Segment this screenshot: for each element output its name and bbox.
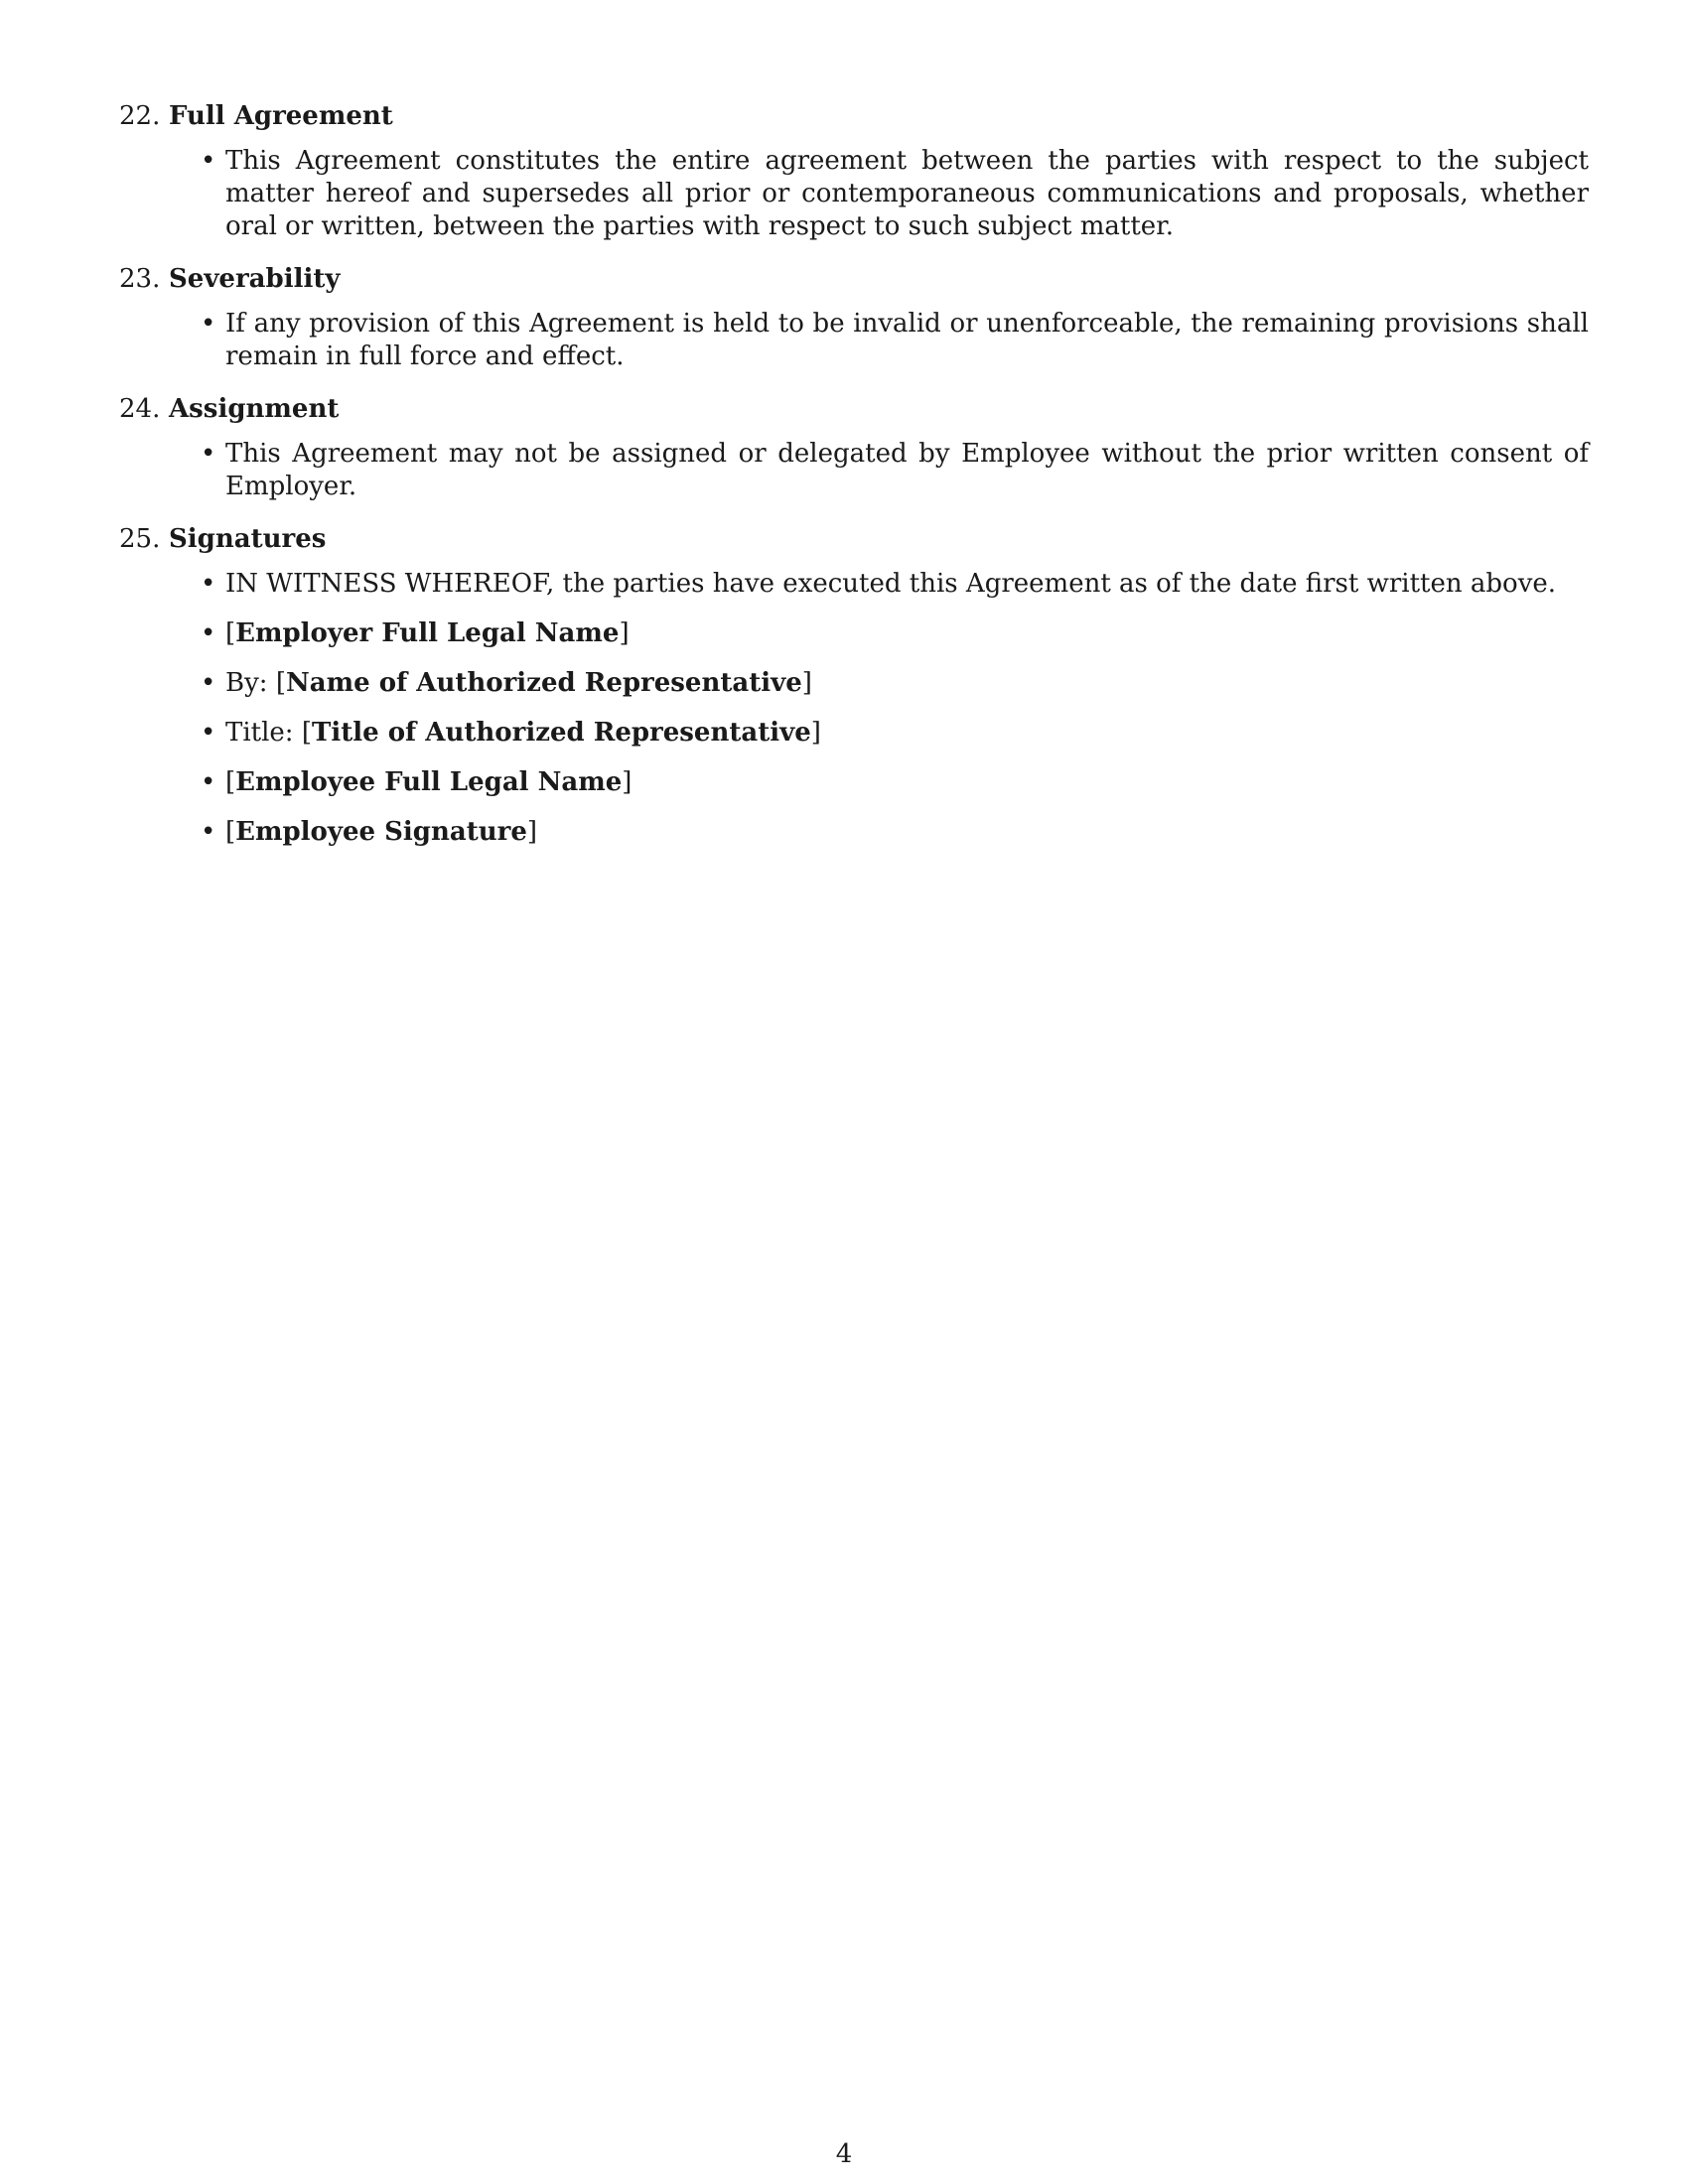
section-heading — [119, 97, 1589, 135]
section-assignment — [119, 390, 1589, 503]
bullet-icon: • — [201, 817, 216, 847]
section-signatures — [119, 520, 1589, 849]
bullet-icon: • — [201, 146, 216, 176]
signature-line-by: • By: [Name of Authorized Representative] — [201, 668, 812, 698]
section-title: Severability — [169, 264, 341, 294]
bullet-list — [119, 308, 1589, 373]
signature-prefix: Title: — [225, 718, 302, 748]
section-number: 24. — [119, 394, 161, 424]
document-body — [119, 97, 1589, 866]
list-item-text: This Agreement may not be assigned or delegated by Employee without the prior written consent of Employer. — [225, 439, 1589, 501]
witness-statement — [201, 568, 1589, 601]
bullet-icon: • — [201, 718, 216, 748]
list-item — [201, 308, 1589, 373]
section-severability — [119, 260, 1589, 373]
signature-placeholder: Name of Authorized Representative — [285, 668, 802, 698]
signature-prefix: By: — [225, 668, 276, 698]
bullet-list — [119, 145, 1589, 243]
section-heading — [119, 520, 1589, 558]
section-full-agreement — [119, 97, 1589, 243]
section-number: 25. — [119, 524, 161, 554]
bullet-icon: • — [201, 767, 216, 797]
bullet-list — [119, 568, 1589, 849]
signature-placeholder: Employee Signature — [235, 817, 527, 847]
signature-placeholder: Employee Full Legal Name — [235, 767, 623, 797]
signature-placeholder: Employer Full Legal Name — [235, 618, 620, 648]
bullet-icon: • — [201, 668, 216, 698]
section-heading — [119, 260, 1589, 298]
signature-line-employee-name: • [Employee Full Legal Name] — [201, 767, 633, 797]
bullet-icon: • — [201, 439, 216, 469]
page-number: 4 — [835, 2139, 853, 2169]
bullet-icon: • — [201, 569, 216, 599]
list-item — [201, 145, 1589, 243]
signature-line-title: • Title: [Title of Authorized Representative] — [201, 718, 821, 748]
signature-line-employee-signature: • [Employee Signature] — [201, 817, 538, 847]
bullet-list — [119, 438, 1589, 503]
list-item-text: This Agreement constitutes the entire agreement between the parties with respect to the subject matter hereof and supersedes all prior or contemporaneous communications and proposals, whether oral or written, between the parties with respect to such subject matter. — [225, 146, 1589, 241]
bullet-icon: • — [201, 309, 216, 339]
list-item-text: IN WITNESS WHEREOF, the parties have executed this Agreement as of the date first written above. — [225, 569, 1557, 599]
bullet-icon: • — [201, 618, 216, 648]
list-item — [201, 438, 1589, 503]
section-title: Full Agreement — [169, 101, 393, 131]
section-number: 22. — [119, 101, 161, 131]
section-title: Assignment — [169, 394, 340, 424]
list-item-text: If any provision of this Agreement is held to be invalid or unenforceable, the remaining provisions shall remain in full force and effect. — [225, 309, 1589, 371]
section-title: Signatures — [169, 524, 327, 554]
signature-line-employer-name: • [Employer Full Legal Name] — [201, 618, 630, 648]
section-number: 23. — [119, 264, 161, 294]
signature-placeholder: Title of Authorized Representative — [312, 718, 811, 748]
section-heading — [119, 390, 1589, 428]
